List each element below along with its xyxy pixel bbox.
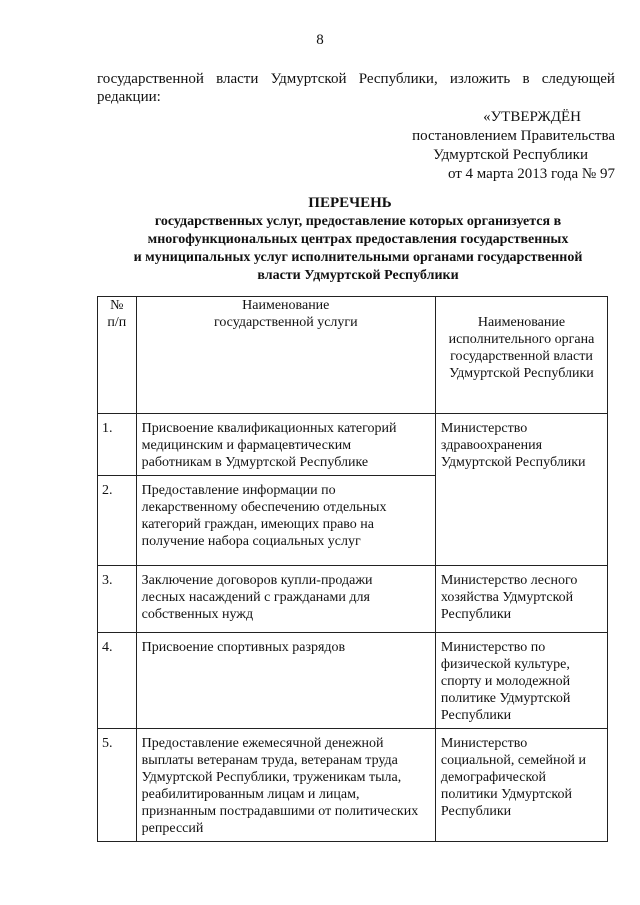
org-line: Республики: [440, 607, 512, 622]
header-num-line: п/п: [107, 315, 127, 330]
service-line: Присвоение квалификационных категорий: [141, 421, 397, 436]
service-line: собственных нужд: [141, 607, 254, 622]
org-line: Республики: [440, 804, 512, 819]
service-line: получение набора социальных услуг: [141, 534, 361, 549]
page-number: 8: [316, 32, 324, 48]
table-row: [98, 566, 608, 633]
row-num-cell: [98, 729, 137, 842]
intro-word: Республики,: [358, 71, 438, 87]
org-line: демографической: [440, 770, 547, 785]
row-service-cell: [136, 476, 435, 566]
org-line: Министерство: [440, 736, 528, 751]
intro-word: власти: [216, 71, 259, 87]
row-org-cell: [435, 633, 607, 729]
service-line: Удмуртской Республики, труженикам тыла,: [141, 770, 402, 785]
org-line: политики Удмуртской: [440, 787, 572, 802]
service-line: Предоставление информации по: [141, 483, 336, 498]
table-header-row: [98, 297, 608, 414]
service-line: работникам в Удмуртской Республике: [141, 455, 369, 470]
org-line: физической культуре,: [440, 657, 570, 672]
header-org-line: Наименование: [477, 315, 566, 330]
service-line: медицинским и фармацевтическим: [141, 438, 352, 453]
approval-line-3: Удмуртской Республики: [433, 147, 588, 163]
org-line: Удмуртской Республики: [440, 455, 586, 470]
header-service-cell: [136, 297, 435, 414]
intro-line-1: [97, 70, 615, 88]
row-org-cell: [435, 729, 607, 842]
service-line: репрессий: [141, 821, 204, 836]
intro-word: изложить: [449, 71, 511, 87]
org-line: здравоохранения: [440, 438, 543, 453]
service-line: признанным пострадавшими от политических: [141, 804, 419, 819]
service-line: выплаты ветеранам труда, ветеранам труда: [141, 753, 398, 768]
header-org-cell: [435, 297, 607, 414]
row-number: 5.: [102, 736, 113, 751]
subtitle-line-3: и муниципальных услуг исполнительными органами государственной: [133, 250, 583, 265]
intro-word: в: [522, 71, 530, 87]
row-num-cell: [98, 414, 137, 476]
service-line: лекарственному обеспечению отдельных: [141, 500, 387, 515]
intro-word: Удмуртской: [270, 71, 347, 87]
header-service-line: государственной услуги: [213, 315, 358, 330]
service-line: реабилитированным лицам и лицам,: [141, 787, 360, 802]
service-line: категорий граждан, имеющих право на: [141, 517, 375, 532]
table-row: [98, 729, 608, 842]
row-number: 1.: [102, 421, 113, 436]
approval-line-4: от 4 марта 2013 года № 97: [447, 166, 615, 182]
row-service-cell: [136, 414, 435, 476]
subtitle-line-2: многофункциональных центрах предоставления государственных: [147, 232, 569, 247]
service-line: лесных насаждений с гражданами для: [141, 590, 370, 605]
org-line: Министерство по: [440, 640, 546, 655]
org-line: хозяйства Удмуртской: [440, 590, 574, 605]
intro-word: следующей: [541, 71, 615, 87]
header-org-line: исполнительного органа: [448, 332, 595, 347]
table-row: [98, 414, 608, 476]
row-num-cell: [98, 476, 137, 566]
org-line: политике Удмуртской: [440, 691, 571, 706]
approval-stamp-block: [395, 108, 615, 184]
intro-paragraph: [97, 70, 615, 106]
approval-line-2: постановлением Правительства: [412, 128, 615, 144]
header-service-line: Наименование: [242, 298, 330, 313]
row-org-cell: [435, 414, 607, 566]
subtitle-line-1: государственных услуг, предоставление которых организуется в: [154, 214, 562, 229]
header-org-line: государственной власти: [450, 349, 593, 364]
services-table: [97, 296, 608, 842]
org-line: Министерство: [440, 421, 528, 436]
row-number: 4.: [102, 640, 113, 655]
org-line: социальной, семейной и: [440, 753, 586, 768]
approval-line-1: «УТВЕРЖДЁН: [483, 109, 581, 125]
row-num-cell: [98, 566, 137, 633]
row-number: 2.: [102, 483, 113, 498]
row-number: 3.: [102, 573, 113, 588]
service-line: Присвоение спортивных разрядов: [141, 640, 346, 655]
header-num-line: №: [110, 298, 124, 313]
table-row: [98, 633, 608, 729]
org-line: Республики: [440, 708, 512, 723]
service-line: Предоставление ежемесячной денежной: [141, 736, 384, 751]
subtitle-line-4: власти Удмуртской Республики: [257, 268, 459, 283]
org-line: спорту и молодежной: [440, 674, 571, 689]
header-org-line: Удмуртской Республики: [449, 366, 594, 381]
row-service-cell: [136, 566, 435, 633]
header-num-cell: [98, 297, 137, 414]
service-line: Заключение договоров купли-продажи: [141, 573, 373, 588]
org-line: Министерство лесного: [440, 573, 578, 588]
document-subtitle: [97, 213, 619, 285]
intro-word: государственной: [97, 71, 204, 87]
row-service-cell: [136, 633, 435, 729]
intro-line-2: редакции:: [97, 89, 161, 105]
document-title: ПЕРЕЧЕНЬ: [308, 195, 392, 211]
row-org-cell: [435, 566, 607, 633]
row-service-cell: [136, 729, 435, 842]
row-num-cell: [98, 633, 137, 729]
